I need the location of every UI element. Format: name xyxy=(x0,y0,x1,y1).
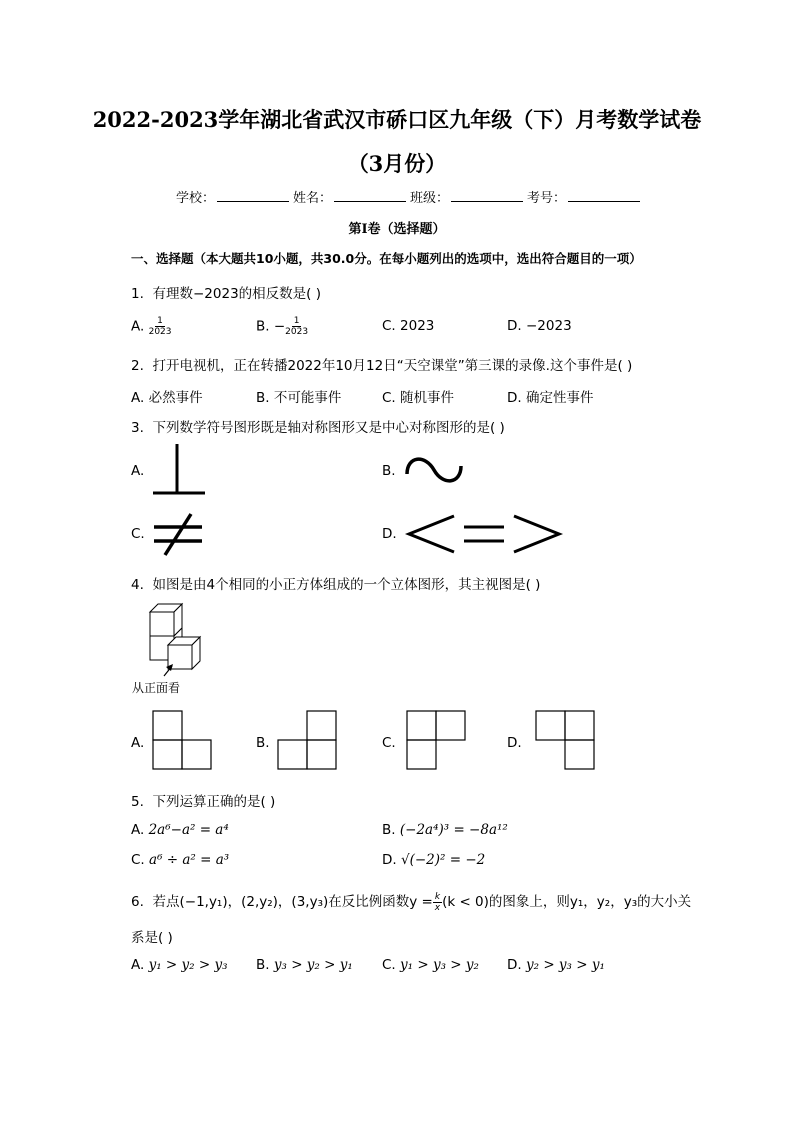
question-6: 6. 若点(−1,y₁)，(2,y₂)，(3,y₃)在反比例函数y = $\frac{k}{x}$ (k < 0)的图象上，则y₁，y₂，y₃的大小关 xyxy=(131,891,692,913)
class-field[interactable] xyxy=(451,189,523,202)
perpendicular-symbol-icon xyxy=(150,440,210,500)
q1-option-a[interactable]: A. $\frac{1}{2023}$ xyxy=(131,316,172,337)
school-field[interactable] xyxy=(217,189,289,202)
fraction: $\frac{1}{2023}$ xyxy=(285,316,309,337)
question-number: 1. xyxy=(131,286,144,302)
question-stem: 有理数−2023的相反数是( ) xyxy=(152,286,321,302)
question-4: 4. 如图是由4个相同的小正方体组成的一个立体图形，其主视图是( ) xyxy=(131,577,541,593)
fraction: $\frac{k}{x}$ xyxy=(434,891,441,913)
question-6-line2: 系是( ) xyxy=(131,930,173,946)
q6-option-b[interactable]: B. y₃ > y₂ > y₁ xyxy=(256,957,353,973)
q3-option-b-label[interactable]: B. xyxy=(382,463,396,479)
id-label: 考号： xyxy=(527,191,567,206)
question-3: 3. 下列数学符号图形既是轴对称图形又是中心对称图形的是( ) xyxy=(131,420,505,436)
q1-option-d[interactable]: D. −2023 xyxy=(507,318,572,334)
fraction: $\frac{1}{2023}$ xyxy=(148,316,172,337)
view-option-b-icon xyxy=(277,710,339,772)
exam-title: 2022-2023学年湖北省武汉市硚口区九年级（下）月考数学试卷 xyxy=(92,107,702,132)
q6-option-c[interactable]: C. y₁ > y₃ > y₂ xyxy=(382,957,479,973)
view-option-d-icon xyxy=(535,710,597,772)
question-2: 2. 打开电视机，正在转播2022年10月12日“天空课堂”第三课的录像.这个事件是( ) xyxy=(131,358,633,374)
section-instruction: 一、选择题（本大题共10小题，共30.0分。在每小题列出的选项中，选出符合题目的一项） xyxy=(131,251,642,266)
q2-option-b[interactable]: B. 不可能事件 xyxy=(256,390,342,406)
id-field[interactable] xyxy=(568,189,640,202)
q5-option-b[interactable]: B. (−2a⁴)³ = −8a¹² xyxy=(382,822,508,838)
q3-option-d-label[interactable]: D. xyxy=(382,526,397,542)
q2-option-c[interactable]: C. 随机事件 xyxy=(382,390,455,406)
q3-option-a-label[interactable]: A. xyxy=(131,463,145,479)
q5-option-c[interactable]: C. a⁶ ÷ a² = a³ xyxy=(131,852,230,868)
exam-subtitle: （3月份） xyxy=(347,151,447,176)
name-label: 姓名： xyxy=(293,191,333,206)
question-1 xyxy=(131,282,321,302)
q5-option-d[interactable]: D. √(−2)² = −2 xyxy=(382,852,486,868)
q1-option-b[interactable]: B. − $\frac{1}{2023}$ xyxy=(256,316,309,337)
info-fields xyxy=(176,187,644,206)
view-option-a-icon xyxy=(152,710,214,772)
school-label: 学校： xyxy=(176,191,216,206)
similar-symbol-icon xyxy=(403,452,465,488)
q2-option-a[interactable]: A. 必然事件 xyxy=(131,390,203,406)
q4-option-c-label[interactable]: C. xyxy=(382,735,396,751)
q2-option-d[interactable]: D. 确定性事件 xyxy=(507,390,594,406)
less-equal-greater-symbol-icon xyxy=(404,512,564,556)
q4-option-b-label[interactable]: B. xyxy=(256,735,270,751)
not-equal-symbol-icon xyxy=(150,510,210,560)
view-option-c-icon xyxy=(406,710,468,772)
q4-option-a-label[interactable]: A. xyxy=(131,735,145,751)
volume-heading: 第I卷（选择题） xyxy=(348,222,446,237)
class-label: 班级： xyxy=(410,191,450,206)
q6-option-a[interactable]: A. y₁ > y₂ > y₃ xyxy=(131,957,228,973)
q4-option-d-label[interactable]: D. xyxy=(507,735,522,751)
q3-option-c-label[interactable]: C. xyxy=(131,526,145,542)
figure-caption: 从正面看 xyxy=(132,681,181,695)
q1-option-c[interactable]: C. 2023 xyxy=(382,318,435,334)
q6-option-d[interactable]: D. y₂ > y₃ > y₁ xyxy=(507,957,605,973)
cube-stack-figure-icon xyxy=(140,600,220,680)
q5-option-a[interactable]: A. 2a⁶−a² = a⁴ xyxy=(131,822,229,838)
question-5: 5. 下列运算正确的是( ) xyxy=(131,794,276,810)
name-field[interactable] xyxy=(334,189,406,202)
